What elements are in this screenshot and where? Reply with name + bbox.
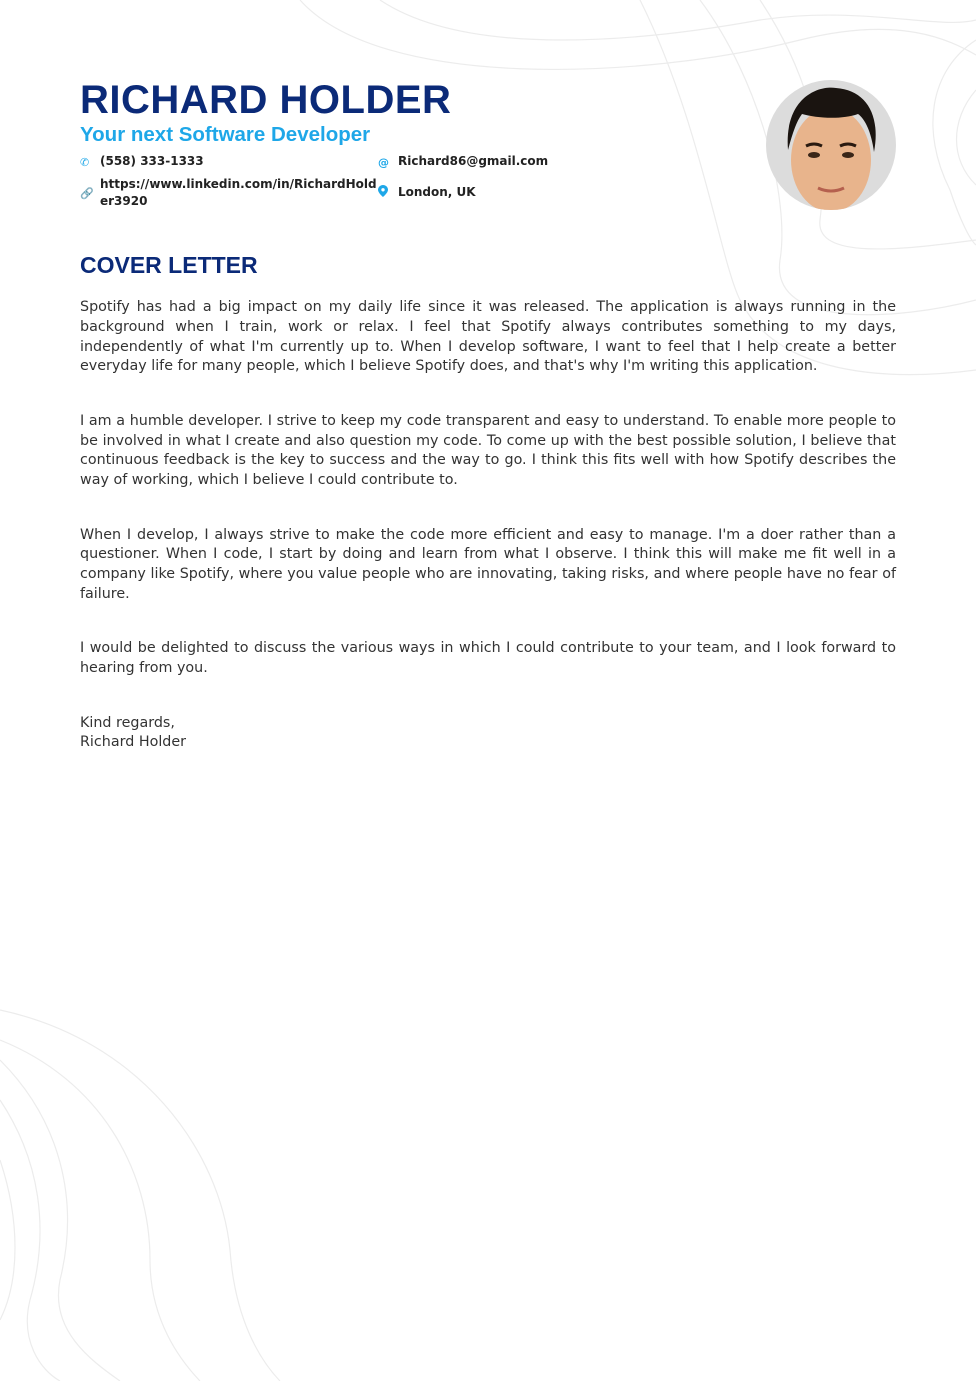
paragraph: When I develop, I always strive to make the code more efficient and easy to manage. I'm a doer rather than a questioner. When I code, I start by doing and learn from what I observe. I think this will make me fit well in a company like Spotify, where you value people who are innovating, taking risks, and where people have no fear of failure. [80,526,896,602]
at-icon: @ [378,156,389,169]
closing: Kind regards, [80,714,175,731]
profile-photo [766,80,896,210]
letter-body [80,298,896,753]
paragraph: I am a humble developer. I strive to keep my code transparent and easy to understand. To enable more people to be involved in what I create and also question my code. To come up with the best possible solution, I believe that continuous feedback is the key to success and the way to go. I think this fits well with how Spotify describes the way of working, which I believe I could contribute to. [80,412,896,489]
link-icon: 🔗 [80,187,94,200]
candidate-name: RICHARD HOLDER [80,78,452,122]
paragraph: Spotify has had a big impact on my daily life since it was released. The application is always running in the background when I train, work or relax. I feel that Spotify always contributes something to my days, independently of what I'm currently up to. When I develop software, I want to feel that I help create a better everyday life for many people, which I believe Spotify does, and that's why I'm writing this application. [80,299,896,375]
candidate-role: Your next Software Developer [80,123,371,146]
signature: Richard Holder [80,734,187,751]
location-pin-icon [378,185,390,197]
paragraph: I would be delighted to discuss the various ways in which I could contribute to your team, and I look forward to hearing from you. [80,640,896,677]
phone-icon: ✆ [80,156,90,169]
section-title: COVER LETTER [80,252,258,278]
